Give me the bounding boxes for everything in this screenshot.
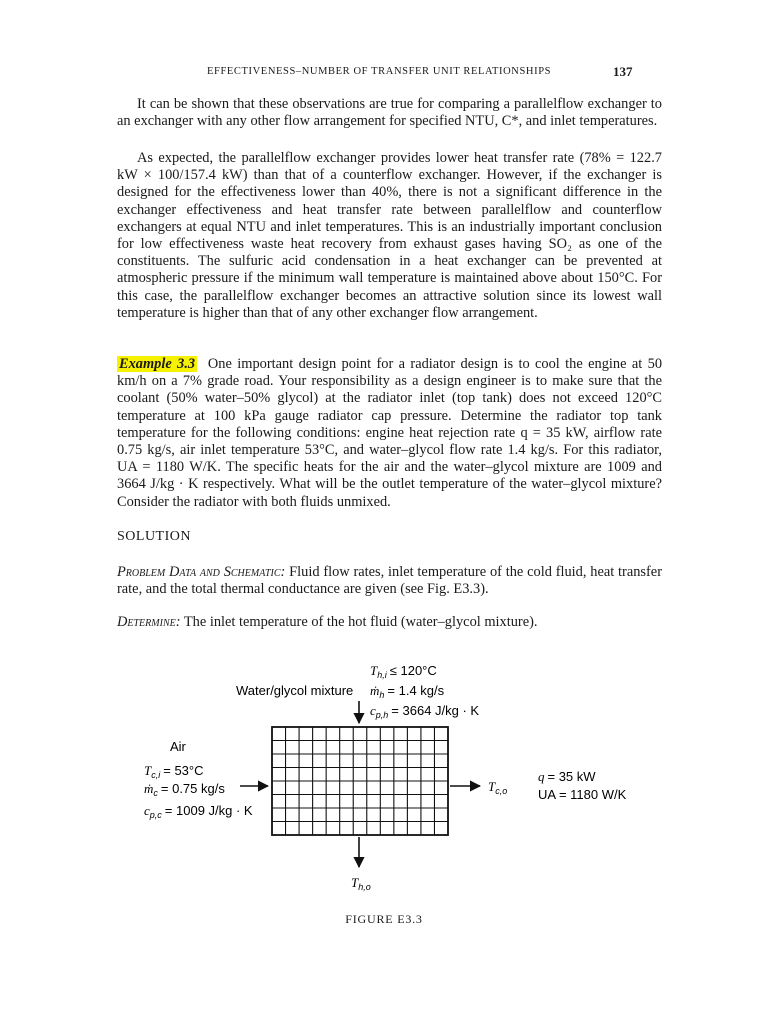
running-head	[0, 64, 768, 84]
paragraph-1: It can be shown that these observations are true for comparing a parallelflow exchanger to an exchanger with any other flow arrangement for specified NTU, C*, and inlet temperatures.	[117, 96, 662, 130]
cold-fluid-name: Air	[170, 739, 186, 754]
example-label: Example 3.3	[119, 356, 196, 372]
q-label: q = 35 kW	[538, 769, 596, 784]
hot-fluid-name: Water/glycol mixture	[236, 683, 354, 698]
solution-heading: SOLUTION	[117, 529, 191, 544]
paragraph-2: As expected, the parallelflow exchanger provides lower heat transfer rate (78% = 122.7 kW × 100/157.4 kW) than that of a counterflow exchanger. However, if the exchanger is designed for the effectiveness lower than 40%, there is not a significant difference in the exchanger effectiveness and heat transfer rate between parallelflow and counterflow exchangers at equal NTU and inlet temperatures. This is an industrially important conclusion for low effectiveness waste heat recovery from exhaust gases having SO₂ as one of the constituents. The sulfuric acid condensation in a heat exchanger can be prevented at atmospheric pressure if the minimum wall temperature is maintained above about 150°C. For this case, the parallelflow exchanger becomes an attractive solution since its lowest wall temperature is higher than that of any other exchanger flow arrangement.	[117, 150, 662, 321]
radiator-core-grid	[272, 727, 448, 835]
problem-data-text: Fluid flow rates, inlet temperature of the cold fluid, heat transfer rate, and the total thermal conductance are given (see Fig. E3.3).	[117, 564, 662, 598]
example-text: One important design point for a radiator design is to cool the engine at 50 km/h on a 7% grade road. Your responsibility as a design engineer is to make sure that the coolant (50% water–50% glycol) at the radiator inlet (top tank) does not exceed 120°C temperature at 100 kPa gauge radiator cap pressure. Determine the radiator top tank temperature for the following conditions: engine heat rejection rate q = 35 kW, airflow rate 0.75 kg/s, air inlet temperature 53°C, and water–glycol flow rate 1.4 kg/s. For this radiator, UA = 1180 W/K. The specific heats for the air and the water–glycol mixture are 1009 and 3664 J/kg · K respectively. What will be the outlet temperature of the water–glycol mixture? Consider the radiator with both fluids unmixed.	[117, 356, 663, 510]
example-paragraph	[117, 356, 662, 511]
problem-data-paragraph	[117, 564, 662, 598]
determine-label: Determine:	[117, 614, 181, 630]
radiator-schematic	[0, 655, 768, 905]
determine-text: The inlet temperature of the hot fluid (water–glycol mixture).	[183, 614, 538, 630]
running-title: EFFECTIVENESS–NUMBER OF TRANSFER UNIT RELATIONSHIPS	[207, 66, 552, 77]
figure-caption: FIGURE E3.3	[345, 912, 423, 926]
th-out-label: $T_{h,o}$	[351, 875, 371, 892]
page-number: 137	[613, 64, 633, 79]
determine-paragraph	[117, 614, 662, 631]
mh-label: ṁ$_h$ = 1.4 kg/s	[370, 683, 445, 700]
tc-out-label: $T_{c,o}$	[488, 779, 508, 796]
cpc-label: $c_{p,c} = 1009$ J/kg · K	[144, 803, 253, 820]
mc-label: ṁ$_c$ = 0.75 kg/s	[144, 781, 225, 798]
th-in-label: $T_{h,i} \le 120^\circ C$	[370, 663, 437, 680]
figure-e3-3	[0, 655, 768, 910]
ua-label: UA = 1180 W/K	[538, 787, 627, 802]
cph-label: $c_{p,h} = 3664$ J/kg · K	[370, 703, 480, 720]
tc-in-label: $T_{c,i} = 53^\circ C$	[144, 763, 204, 780]
problem-data-label: Problem Data and Schematic:	[117, 564, 286, 580]
